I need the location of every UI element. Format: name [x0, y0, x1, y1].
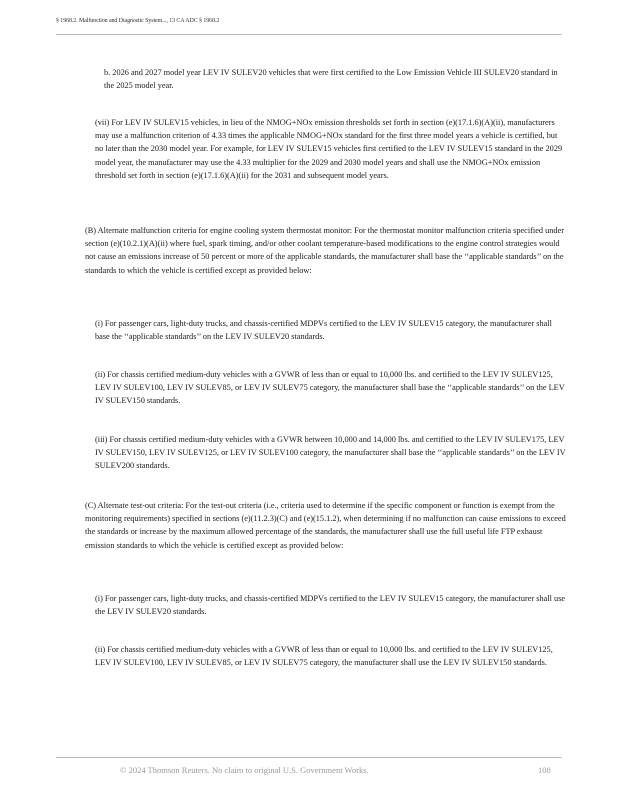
page-number: 108	[538, 765, 551, 775]
page-header-citation: § 1968.2. Malfunction and Diagnostic System..., 13 CA ADC § 1968.2	[56, 18, 220, 24]
paragraph-B-i: (i) For passenger cars, light-duty trucks, and chassis-certified MDPVs certified to the LEV IV SULEV15 category, the manufacturer shall base the ‘‘applicable standards’’ on the LEV IV SULEV20 standards.	[95, 319, 552, 342]
paragraph-b: b. 2026 and 2027 model year LEV IV SULEV20 vehicles that were first certified to the Low Emission Vehicle III SULEV20 standard in the 2025 model year.	[104, 68, 558, 91]
paragraph-B: (B) Alternate malfunction criteria for engine cooling system thermostat monitor: For the thermostat monitor malfunction criteria specified under section (e)(10.2.1)(A)(ii) where fuel, spark timing, and/or other coolant temperature-based modifications to the engine control strategies would not cause an emissions increase of 50 percent or more of the applicable standards, the manufacturer shall base the ‘‘applicable standards’’ on the standards to which the vehicle is certified except as provided below:	[85, 226, 565, 275]
paragraph-B-iii: (iii) For chassis certified medium-duty vehicles with a GVWR between 10,000 and 14,000 lbs. and certified to the LEV IV SULEV175, LEV IV SULEV150, LEV IV SULEV125, or LEV IV SULEV100 category, the manufacturer shall base the ‘‘applicable standards’’ on the LEV IV SULEV200 standards.	[95, 435, 566, 471]
paragraph-B-ii: (ii) For chassis certified medium-duty vehicles with a GVWR of less than or equal to 10,000 lbs. and certified to the LEV IV SULEV125, LEV IV SULEV100, LEV IV SULEV85, or LEV IV SULEV75 category, the manufacturer shall base the ‘‘applicable standards’’ on the LEV IV SULEV150 standards.	[95, 370, 565, 406]
paragraph-C-ii: (ii) For chassis certified medium-duty vehicles with a GVWR of less than or equal to 10,000 lbs. and certified to the LEV IV SULEV125, LEV IV SULEV100, LEV IV SULEV85, or LEV IV SULEV75 category, the manufacturer shall use the LEV IV SULEV150 standards.	[95, 645, 553, 668]
header-divider	[56, 34, 562, 35]
paragraph-C: (C) Alternate test-out criteria: For the test-out criteria (i.e., criteria used to determine if the specific component or function is exempt from the monitoring requirements) specified in sections (e)(11.2.3)(C) and (e)(15.1.2), when determining if no malfunction can cause emissions to exceed the standards or increase by the maximum allowed percentage of the standards, the manufacturer shall use the full useful life FTP exhaust emission standards to which the vehicle is certified except as provided below:	[85, 501, 566, 550]
footer-divider	[56, 757, 562, 758]
paragraph-vii: (vii) For LEV IV SULEV15 vehicles, in lieu of the NMOG+NOx emission thresholds set forth in section (e)(17.1.6)(A)(ii), manufacturers may use a malfunction criterion of 4.33 times the applicable NMOG+NOx standard for the first three model years a vehicle is certified, but no later than the 2030 model year. For example, for LEV IV SULEV15 vehicles first certified to the LEV IV SULEV15 standard in the 2029 model year, the manufacturer may use the 4.33 multiplier for the 2029 and 2030 model years and shall use the NMOG+NOx emission threshold set forth in section (e)(17.1.6)(A)(ii) for the 2031 and subsequent model years.	[95, 118, 563, 180]
footer-copyright: © 2024 Thomson Reuters. No claim to original U.S. Government Works.	[120, 765, 369, 775]
paragraph-C-i: (i) For passenger cars, light-duty trucks, and chassis-certified MDPVs certified to the LEV IV SULEV15 category, the manufacturer shall use the LEV IV SULEV20 standards.	[95, 594, 566, 617]
